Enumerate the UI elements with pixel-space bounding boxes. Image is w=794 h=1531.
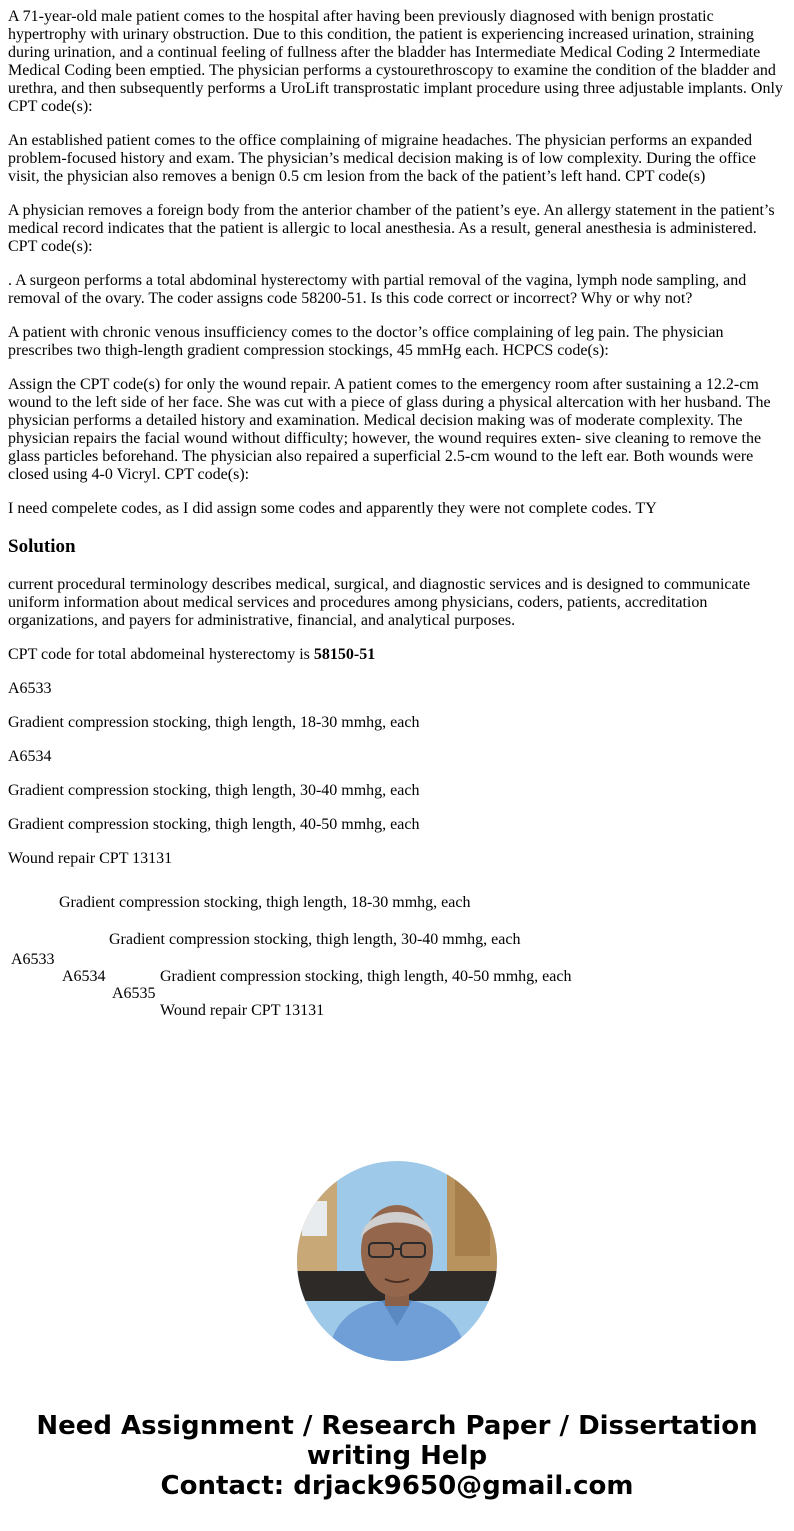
author-avatar (297, 1161, 497, 1361)
banner-line: writing Help (306, 1441, 488, 1471)
solution-line: Gradient compression stocking, thigh length, 30-40 mmhg, each (8, 782, 420, 799)
hysterectomy-code: 58150-51 (313, 646, 376, 663)
question-paragraph: Assign the CPT code(s) for only the wound repair. A patient comes to the emergency room after sustaining a 12.2-cm wound to the left side of her face. She was cut with a piece of glass during a physical altercation with her husband. The physician performs a detailed history and examination. Medical decision making was of moderate complexity. The physician repairs the facial wound without difficulty; however, the wound requires exten- sive cleaning to remove the glass particles beforehand. The physician also repaired a superficial 2.5-cm wound to the left ear. Both wounds were closed using 4-0 Vicryl. CPT code(s): (8, 376, 771, 483)
code-table-cell: Gradient compression stocking, thigh length, 30-40 mmhg, each (109, 931, 521, 948)
code-table (8, 884, 786, 1024)
contact-email: Contact: drjack9650@gmail.com (160, 1471, 634, 1501)
code-table-cell: Gradient compression stocking, thigh length, 18-30 mmhg, each (59, 894, 471, 911)
code-table-cell: A6533 (11, 951, 55, 968)
code-table-cell: Wound repair CPT 13131 (160, 1002, 325, 1019)
banner-line: Need Assignment / Research Paper / Dissertation (36, 1411, 758, 1441)
author-portrait (297, 1161, 497, 1361)
document-body (0, 8, 794, 1024)
hysterectomy-text: CPT code for total abdomeinal hysterectomy is (8, 646, 314, 663)
solution-intro: current procedural terminology describes medical, surgical, and diagnostic services and is designed to communicate uniform information about medical services and procedures among physicians, coders, patients, accreditation organizations, and payers for administrative, financial, and analytical purposes. (8, 576, 751, 629)
question-paragraph: I need compelete codes, as I did assign some codes and apparently they were not complete codes. TY (8, 500, 657, 517)
question-paragraph: An established patient comes to the office complaining of migraine headaches. The physician performs an expanded problem-focused history and exam. The physician’s medical decision making is of low complexity. During the office visit, the physician also removes a benign 0.5 cm lesion from the back of the patient’s left hand. CPT code(s) (8, 132, 756, 185)
solution-line: A6533 (8, 680, 52, 697)
hysterectomy-answer (8, 646, 786, 664)
solution-heading: Solution (8, 536, 76, 557)
solution-line: Gradient compression stocking, thigh length, 18-30 mmhg, each (8, 714, 420, 731)
solution-line: Wound repair CPT 13131 (8, 850, 173, 867)
code-table-cell: A6534 (62, 968, 106, 985)
question-paragraph: A patient with chronic venous insufficiency comes to the doctor’s office complaining of leg pain. The physician prescribes two thigh-length gradient compression stockings, 45 mmHg each. HCPCS code(s): (8, 324, 724, 359)
question-paragraph: . A surgeon performs a total abdominal hysterectomy with partial removal of the vagina, lymph node sampling, and removal of the ovary. The coder assigns code 58200-51. Is this code correct or incorrect? Why or why not? (8, 272, 747, 307)
solution-line: A6534 (8, 748, 52, 765)
code-table-cell: Gradient compression stocking, thigh length, 40-50 mmhg, each (160, 968, 572, 985)
solution-line: Gradient compression stocking, thigh length, 40-50 mmhg, each (8, 816, 420, 833)
question-paragraph: A 71-year-old male patient comes to the hospital after having been previously diagnosed with benign prostatic hypertrophy with urinary obstruction. Due to this condition, the patient is experiencing increased urination, straining during urination, and a continual feeling of fullness after the bladder has Intermediate Medical Coding 2 Intermediate Medical Coding been emptied. The physician performs a cystourethroscopy to examine the condition of the bladder and urethra, and then subsequently performs a UroLift transprostatic implant procedure using three adjustable implants. Only CPT code(s): (8, 8, 783, 115)
contact-banner (0, 1411, 794, 1501)
code-table-cell: A6535 (112, 985, 156, 1002)
question-paragraph: A physician removes a foreign body from the anterior chamber of the patient’s eye. An allergy statement in the patient’s medical record indicates that the patient is allergic to local anesthesia. As a result, general anesthesia is administered. CPT code(s): (8, 202, 775, 255)
